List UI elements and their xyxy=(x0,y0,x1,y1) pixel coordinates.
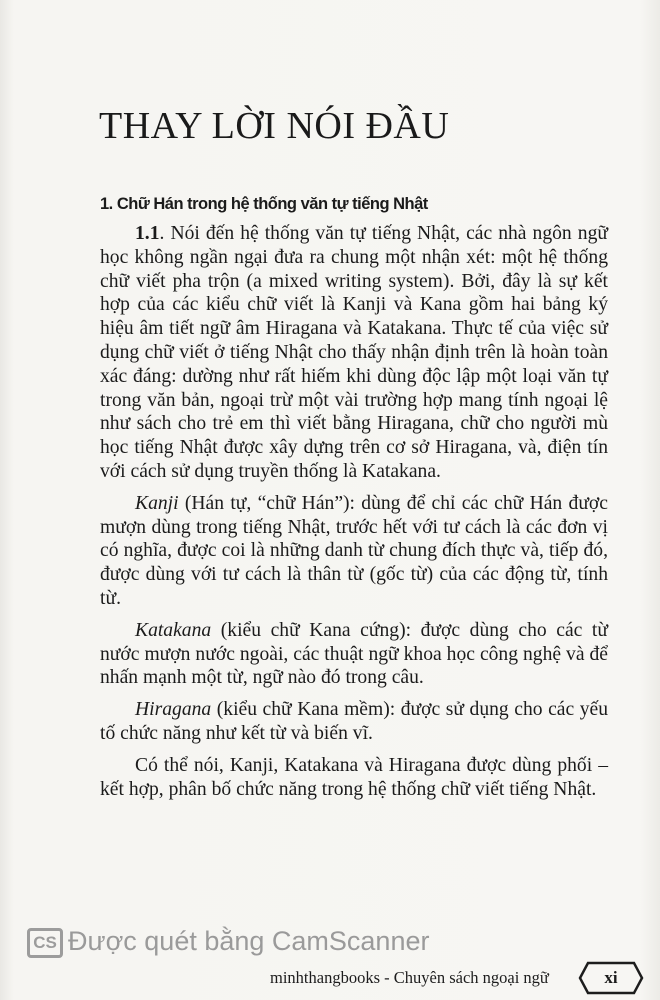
paragraph-kanji xyxy=(100,492,608,611)
term-katakana: Katakana xyxy=(135,619,212,641)
page-number: xi xyxy=(604,968,618,987)
paragraph-conclusion xyxy=(100,754,608,802)
camscanner-watermark: Được quét bằng CamScanner xyxy=(68,926,430,956)
body-text xyxy=(100,222,608,809)
page-footer xyxy=(0,926,660,996)
page-title: THAY LỜI NÓI ĐẦU xyxy=(99,105,450,147)
paragraph-text: Có thể nói, Kanji, Katakana và Hiragana được dùng phối – kết hợp, phân bố chức năng trong hệ thống chữ viết tiếng Nhật. xyxy=(100,754,608,800)
paragraph-text: . Nói đến hệ thống văn tự tiếng Nhật, các nhà ngôn ngữ học không ngần ngại đưa ra chung một nhận xét: một hệ thống chữ viết pha trộn (a mixed writing system). Bởi, đây là sự kết hợp của các kiểu chữ viết là Kanji và Kana gồm hai bảng ký hiệu âm tiết ngữ âm Hiragana và Katakana. Thực tế của việc sử dụng chữ viết ở tiếng Nhật cho thấy nhận định trên là hoàn toàn xác đáng: dường như rất hiếm khi dùng độc lập một loại văn tự trong văn bản, ngoại trừ một vài trường hợp mang tính ngoại lệ như sách cho trẻ em thì viết bằng Hiragana, chữ cho người mù học tiếng Nhật được xây dựng trên cơ sở Hiragana, và, điện tín với cách sử dụng truyền thống là Katakana. xyxy=(100,223,608,482)
paragraph-text: (kiểu chữ Kana mềm): được sử dụng cho các yếu tố chức năng như kết từ và biến vĩ. xyxy=(100,699,608,744)
section-heading: 1. Chữ Hán trong hệ thống văn tự tiếng Nhật xyxy=(100,195,428,213)
paragraph-hiragana xyxy=(100,698,608,746)
paragraph-text: (Hán tự, “chữ Hán”): dùng để chỉ các chữ Hán được mượn dùng trong tiếng Nhật, trước hết với tư cách là các đơn vị có nghĩa, được coi là những danh từ chung đích thực và, tiếp đó, được dùng với tư cách là thân từ (gốc từ) của các động từ, tính từ. xyxy=(100,492,608,609)
paragraph-1 xyxy=(100,222,608,484)
paragraph-katakana xyxy=(100,619,608,690)
term-kanji: Kanji xyxy=(135,492,179,514)
publisher-footer: minhthangbooks - Chuyên sách ngoại ngữ xyxy=(270,968,549,987)
paragraph-text: (kiểu chữ Kana cứng): được dùng cho các từ nước mượn nước ngoài, các thuật ngữ khoa học công nghệ và để nhấn mạnh một từ, ngữ nào đó trong câu. xyxy=(100,619,608,689)
paragraph-number: 1.1 xyxy=(135,223,160,244)
camscanner-logo-icon: CS xyxy=(27,928,63,958)
term-hiragana: Hiragana xyxy=(135,699,212,721)
page-number-badge xyxy=(578,961,644,995)
